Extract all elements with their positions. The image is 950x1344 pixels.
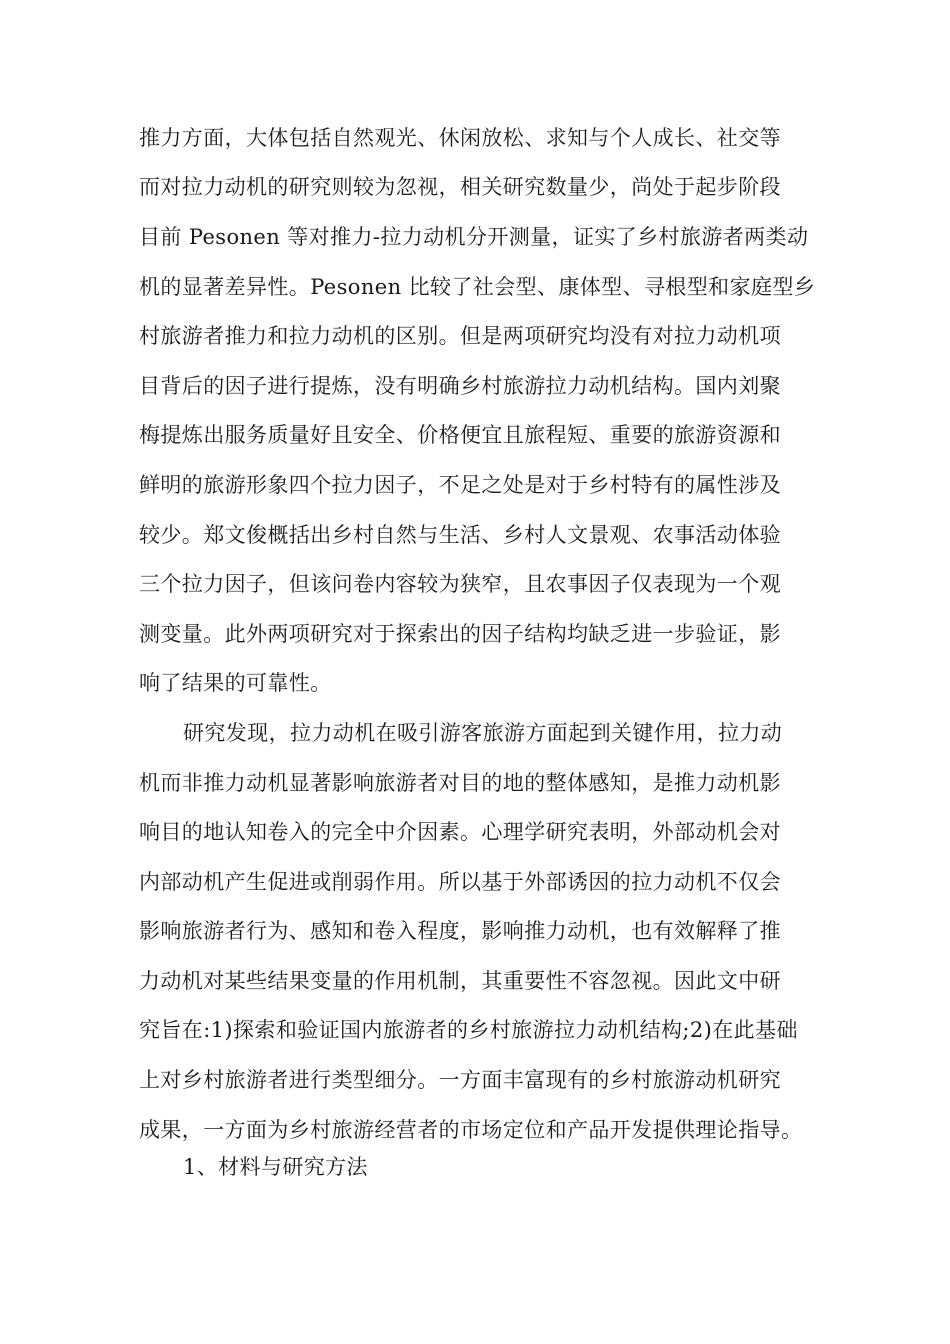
text-line: 测变量。此外两项研究对于探索出的因子结构均缺乏进一步验证，影 xyxy=(139,622,781,646)
text-line: 上对乡村旅游者进行类型细分。一方面丰富现有的乡村旅游动机研究 xyxy=(139,1068,781,1092)
text-line: 力动机对某些结果变量的作用机制，其重要性不容忽视。因此文中研 xyxy=(139,969,781,993)
text-line: 究旨在:1)探索和验证国内旅游者的乡村旅游拉力动机结构;2)在此基础 xyxy=(139,1018,798,1042)
text-line: 响了结果的可靠性。 xyxy=(139,671,332,695)
text-line: 较少。郑文俊概括出乡村自然与生活、乡村人文景观、农事活动体验 xyxy=(139,523,781,547)
text-line: 成果，一方面为乡村旅游经营者的市场定位和产品开发提供理论指导。 xyxy=(139,1118,803,1142)
text-line: 而对拉力动机的研究则较为忽视，相关研究数量少，尚处于起步阶段 xyxy=(139,175,781,199)
text-line: 内部动机产生促进或削弱作用。所以基于外部诱因的拉力动机不仅会 xyxy=(139,870,781,894)
text-line: 目前 Pesonen 等对推力-拉力动机分开测量，证实了乡村旅游者两类动 xyxy=(139,225,809,249)
section-heading: 1、材料与研究方法 xyxy=(183,1155,368,1179)
text-line: 影响旅游者行为、感知和卷入程度，影响推力动机，也有效解释了推 xyxy=(139,919,781,943)
text-line: 响目的地认知卷入的完全中介因素。心理学研究表明，外部动机会对 xyxy=(139,820,781,844)
text-line: 三个拉力因子，但该问卷内容较为狭窄，且农事因子仅表现为一个观 xyxy=(139,572,781,596)
text-line: 机而非推力动机显著影响旅游者对目的地的整体感知，是推力动机影 xyxy=(139,771,781,795)
paragraph-first-line: 研究发现，拉力动机在吸引游客旅游方面起到关键作用，拉力动 xyxy=(183,721,783,745)
text-line: 推力方面，大体包括自然观光、休闲放松、求知与个人成长、社交等 xyxy=(139,126,781,150)
text-line: 目背后的因子进行提炼，没有明确乡村旅游拉力动机结构。国内刘聚 xyxy=(139,374,781,398)
text-line: 村旅游者推力和拉力动机的区别。但是两项研究均没有对拉力动机项 xyxy=(139,324,781,348)
text-line: 鲜明的旅游形象四个拉力因子，不足之处是对于乡村特有的属性涉及 xyxy=(139,473,781,497)
text-line: 梅提炼出服务质量好且安全、价格便宜且旅程短、重要的旅游资源和 xyxy=(139,423,781,447)
text-line: 机的显著差异性。Pesonen 比较了社会型、康体型、寻根型和家庭型乡 xyxy=(139,275,816,299)
